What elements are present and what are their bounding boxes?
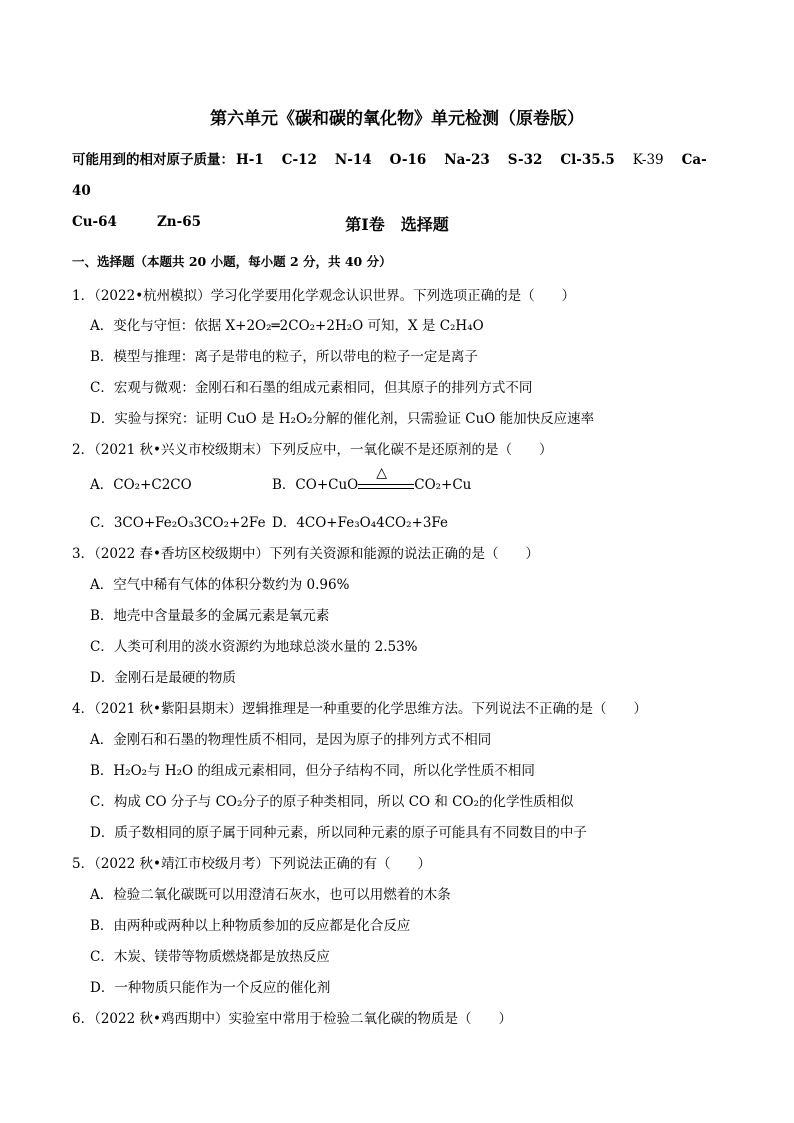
section-title: 第Ⅰ卷 选择题 [345, 215, 449, 234]
question-option: B．H₂O₂与 H₂O 的组成元素相同，但分子结构不同，所以化学性质不相同 [90, 763, 535, 779]
question-option: D．4CO+Fe₃O₄4CO₂+3Fe [272, 515, 449, 531]
question-option: B．地壳中含量最多的金属元素是氧元素 [90, 608, 330, 624]
atomic-mass: K-39 [632, 152, 664, 168]
question-option: D．质子数相同的原子属于同种元素，所以同种元素的原子可能具有不同数目的中子 [90, 825, 587, 841]
question-stem: 1．（2022•杭州模拟）学习化学要用化学观念认识世界。下列选项正确的是（ ） [72, 288, 576, 304]
atomic-masses-label: 可能用到的相对原子质量： [72, 152, 234, 168]
atomic-mass: Ca-40 [72, 152, 707, 199]
atomic-mass: H-1 [236, 152, 264, 168]
atomic-mass: S-32 [507, 152, 543, 168]
question-option: B．模型与推理：离子是带电的粒子，所以带电的粒子一定是离子 [90, 349, 478, 365]
question-stem: 3．（2022 春•香坊区校级期中）下列有关资源和能源的说法正确的是（ ） [72, 546, 539, 562]
question-option: C．木炭、镁带等物质燃烧都是放热反应 [90, 949, 330, 965]
question-stem: 4．（2021 秋•紫阳县期末）逻辑推理是一种重要的化学思维方法。下列说法不正确的是（ ） [72, 701, 647, 717]
question-option: C．构成 CO 分子与 CO₂分子的原子种类相同，所以 CO 和 CO₂的化学性质相似 [90, 794, 574, 810]
question-option: A．空气中稀有气体的体积分数约为 0.96% [90, 577, 350, 593]
question-option: A．检验二氧化碳既可以用澄清石灰水，也可以用燃着的木条 [90, 887, 451, 903]
atomic-mass: C-12 [281, 152, 317, 168]
question-option: D．金刚石是最硬的物质 [90, 670, 236, 686]
atomic-mass: Cu-64 [72, 214, 117, 230]
page-title: 第六单元《碳和碳的氧化物》单元检测（原卷版） [210, 109, 584, 129]
atomic-mass: Na-23 [444, 152, 490, 168]
question-option: A．金刚石和石墨的物理性质不相同，是因为原子的排列方式不相同 [90, 732, 492, 748]
heating-condition [358, 464, 414, 493]
question-option: A．变化与守恒：依据 X+2O₂═2CO₂+2H₂O 可知，X 是 C₂H₄O [90, 318, 484, 334]
question-stem: 5．（2022 秋•靖江市校级月考）下列说法正确的有（ ） [72, 856, 431, 872]
reaction-reactants: B．CO+CuO [272, 477, 359, 493]
atomic-mass: Cl-35.5 [560, 152, 615, 168]
question-option: C．人类可利用的淡水资源约为地球总淡水量的 2.53% [90, 639, 418, 655]
question-option: A．CO₂+C2CO [90, 477, 192, 493]
atomic-mass: N-14 [334, 152, 372, 168]
atomic-mass: O-16 [389, 152, 427, 168]
delta-symbol: △ [376, 464, 388, 481]
question-option: D．实验与探究：证明 CuO 是 H₂O₂分解的催化剂，只需验证 CuO 能加快反应速率 [90, 411, 595, 427]
reaction-products: CO₂+Cu [414, 477, 472, 493]
atomic-mass: Zn-65 [156, 214, 202, 230]
question-option: D．一种物质只能作为一个反应的催化剂 [90, 980, 331, 996]
question-stem: 6．（2022 秋•鸡西期中）实验室中常用于检验二氧化碳的物质是（ ） [72, 1011, 512, 1027]
question-option: C．宏观与微观：金刚石和石墨的组成元素相同，但其原子的排列方式不同 [90, 380, 533, 396]
question-option [272, 464, 472, 493]
question-option: B．由两种或两种以上种物质参加的反应都是化合反应 [90, 918, 411, 934]
question-option: C．3CO+Fe₂O₃3CO₂+2Fe [90, 515, 266, 531]
question-stem: 2．（2021 秋•兴义市校级期末）下列反应中，一氧化碳不是还原剂的是（ ） [72, 442, 553, 458]
instructions: 一、选择题（本题共 20 小题，每小题 2 分，共 40 分） [72, 254, 392, 269]
